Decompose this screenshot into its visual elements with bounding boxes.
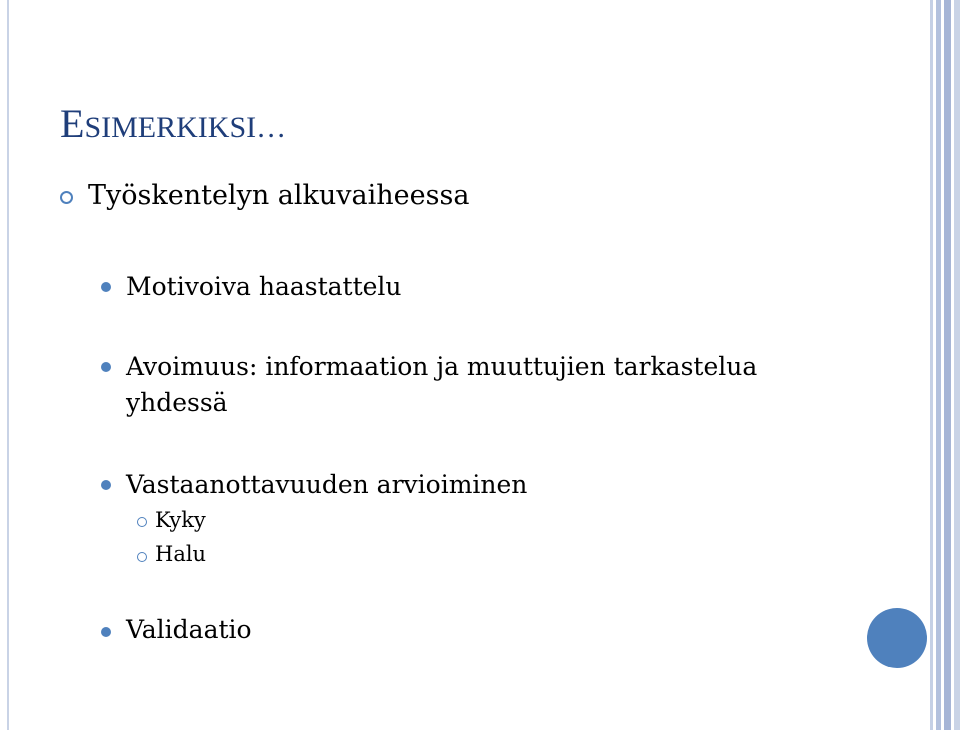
title-first-letter: E <box>60 101 85 146</box>
right-stripe-3 <box>944 0 951 730</box>
slide-title <box>60 100 286 147</box>
right-stripe-4 <box>954 0 960 730</box>
level1-text: Työskentelyn alkuvaiheessa <box>88 180 470 211</box>
decorative-circle <box>867 608 927 668</box>
bullet-dot-icon <box>101 480 111 490</box>
title-rest: SIMERKIKSI… <box>84 111 287 144</box>
right-stripe-2 <box>936 0 941 730</box>
left-border-line <box>7 0 9 730</box>
bullet-dot-icon <box>101 627 111 637</box>
bullet-dot-icon <box>101 362 111 372</box>
list-item-avoimuus-line2: yhdessä <box>126 388 228 417</box>
list-item-vastaanottavuus: Vastaanottavuuden arvioiminen <box>126 470 528 499</box>
right-stripe-1 <box>930 0 933 730</box>
list-item-avoimuus: Avoimuus: informaation ja muuttujien tarkastelua <box>126 352 758 381</box>
level1-ring-bullet-icon <box>60 191 73 204</box>
sub-ring-bullet-icon <box>137 517 147 527</box>
subitem-halu: Halu <box>155 542 207 566</box>
subitem-kyky: Kyky <box>155 508 206 532</box>
bullet-dot-icon <box>101 282 111 292</box>
list-item-validaatio: Validaatio <box>126 615 252 644</box>
list-item-motivoiva: Motivoiva haastattelu <box>126 272 402 301</box>
sub-ring-bullet-icon <box>137 552 147 562</box>
